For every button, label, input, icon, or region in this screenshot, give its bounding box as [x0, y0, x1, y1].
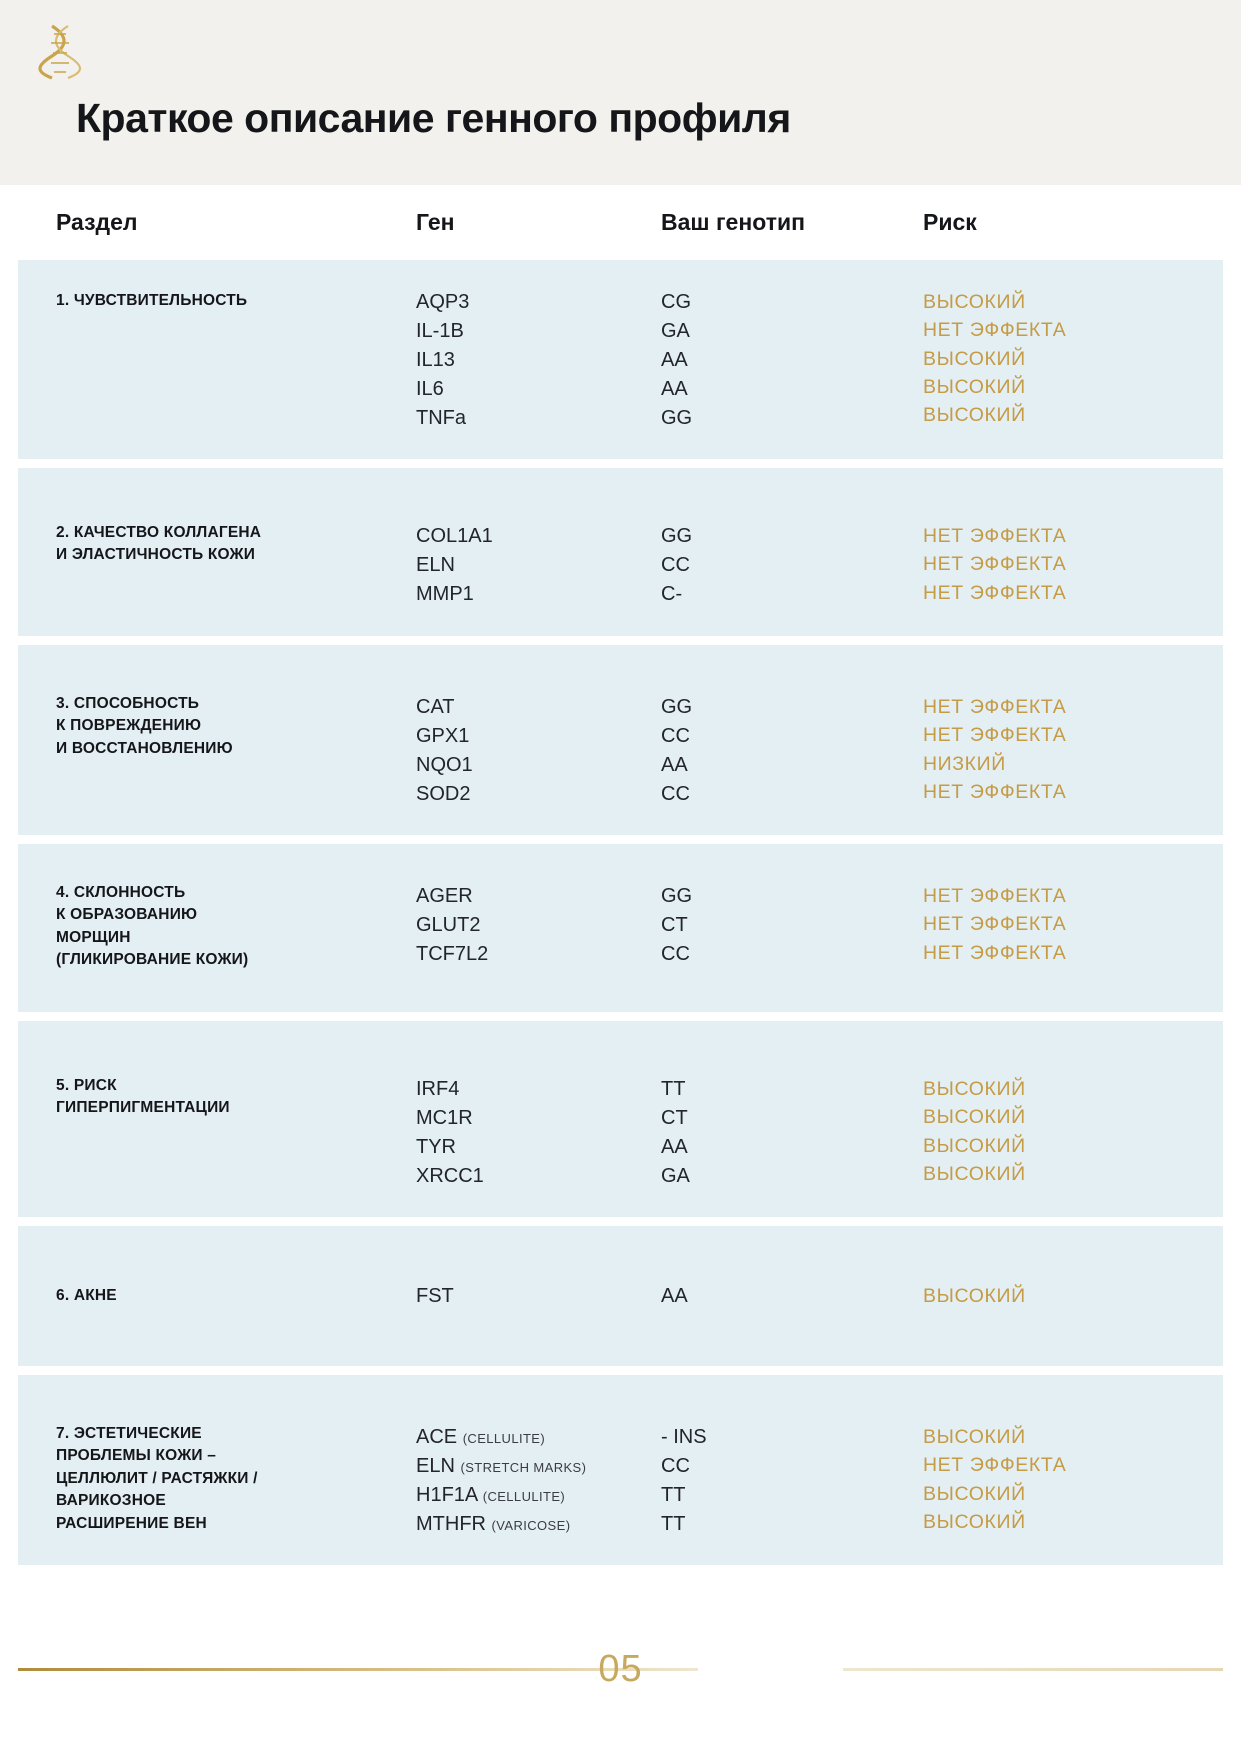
- row-risks: НЕТ ЭФФЕКТА НЕТ ЭФФЕКТА НЕТ ЭФФЕКТА: [923, 525, 1067, 604]
- column-header-risk: Риск: [923, 209, 977, 235]
- row-genes: [416, 1423, 661, 1539]
- row-risks: ВЫСОКИЙ: [923, 1284, 1026, 1307]
- row-genes: IRF4 MC1R TYR XRCC1: [416, 1078, 484, 1187]
- table-row: [18, 1226, 1223, 1366]
- column-header-section: Раздел: [56, 209, 138, 235]
- table-row: [18, 1375, 1223, 1565]
- row-genes: COL1A1 ELN MMP1: [416, 525, 493, 605]
- row-genes: FST: [416, 1284, 454, 1307]
- gene-entry: [416, 1481, 661, 1510]
- gene-name: H1F1A: [416, 1484, 478, 1506]
- dna-helix-icon: [38, 22, 84, 82]
- row-genotypes: TT CT AA GA: [661, 1078, 690, 1187]
- page-number: 05: [598, 1648, 643, 1690]
- row-risks: НЕТ ЭФФЕКТА НЕТ ЭФФЕКТА НЕТ ЭФФЕКТА: [923, 885, 1067, 964]
- gene-note: (CELLULITE): [462, 1431, 546, 1446]
- gene-name: MTHFR: [416, 1513, 486, 1535]
- table-row: [18, 260, 1223, 459]
- row-section-name: 4. СКЛОННОСТЬ К ОБРАЗОВАНИЮ МОРЩИН (ГЛИКИРОВАНИЕ КОЖИ): [56, 884, 249, 969]
- page-title: Краткое описание генного профиля: [76, 95, 791, 141]
- page-footer: [0, 1634, 1241, 1754]
- row-section-name: 7. ЭСТЕТИЧЕСКИЕ ПРОБЛЕМЫ КОЖИ – ЦЕЛЛЮЛИТ / РАСТЯЖКИ / ВАРИКОЗНОЕ РАСШИРЕНИЕ ВЕН: [56, 1425, 258, 1532]
- row-section-name: 2. КАЧЕСТВО КОЛЛАГЕНА И ЭЛАСТИЧНОСТЬ КОЖИ: [56, 524, 262, 564]
- column-header-genotype: Ваш генотип: [661, 209, 805, 235]
- gene-entry: [416, 1452, 661, 1481]
- row-section-name: 1. ЧУВСТВИТЕЛЬНОСТЬ: [56, 292, 248, 309]
- row-genotypes: GG CT CC: [661, 885, 693, 965]
- row-risks: ВЫСОКИЙ НЕТ ЭФФЕКТА ВЫСОКИЙ ВЫСОКИЙ ВЫСОКИЙ: [923, 291, 1067, 427]
- row-genotypes: AA: [661, 1284, 688, 1307]
- table-row: [18, 844, 1223, 1012]
- table-header-row: [18, 185, 1223, 260]
- row-genes: AGER GLUT2 TCF7L2: [416, 885, 489, 965]
- page-header: [0, 0, 1241, 185]
- row-risks: НЕТ ЭФФЕКТА НЕТ ЭФФЕКТА НИЗКИЙ НЕТ ЭФФЕКТА: [923, 696, 1067, 803]
- row-section-name: 3. СПОСОБНОСТЬ К ПОВРЕЖДЕНИЮ И ВОССТАНОВЛЕНИЮ: [56, 695, 233, 757]
- row-section-name: 6. АКНЕ: [56, 1286, 117, 1304]
- gene-profile-table: [0, 185, 1241, 1565]
- row-risks: ВЫСОКИЙ НЕТ ЭФФЕКТА ВЫСОКИЙ ВЫСОКИЙ: [923, 1426, 1067, 1533]
- row-genotypes: CG GA AA AA GG: [661, 291, 693, 429]
- table-row: [18, 645, 1223, 835]
- row-genes: CAT GPX1 NQO1 SOD2: [416, 696, 473, 805]
- row-genotypes: GG CC C-: [661, 525, 693, 605]
- gene-note: (STRETCH MARKS): [460, 1460, 587, 1475]
- table-row: [18, 468, 1223, 636]
- row-section-name: 5. РИСК ГИПЕРПИГМЕНТАЦИИ: [56, 1077, 230, 1117]
- gene-entry: [416, 1510, 661, 1539]
- gene-note: (CELLULITE): [482, 1489, 566, 1504]
- table-row: [18, 1021, 1223, 1217]
- gene-note: (VARICOSE): [491, 1518, 571, 1533]
- row-risks: ВЫСОКИЙ ВЫСОКИЙ ВЫСОКИЙ ВЫСОКИЙ: [923, 1078, 1026, 1185]
- gene-name: ELN: [416, 1455, 455, 1477]
- row-genotypes: - INS CC TT TT: [661, 1426, 707, 1535]
- column-header-gene: Ген: [416, 209, 455, 235]
- gene-entry: [416, 1423, 661, 1452]
- row-genotypes: GG CC AA CC: [661, 696, 693, 805]
- row-genes: AQP3 IL-1B IL13 IL6 TNFa: [416, 291, 470, 429]
- gene-name: ACE: [416, 1426, 458, 1448]
